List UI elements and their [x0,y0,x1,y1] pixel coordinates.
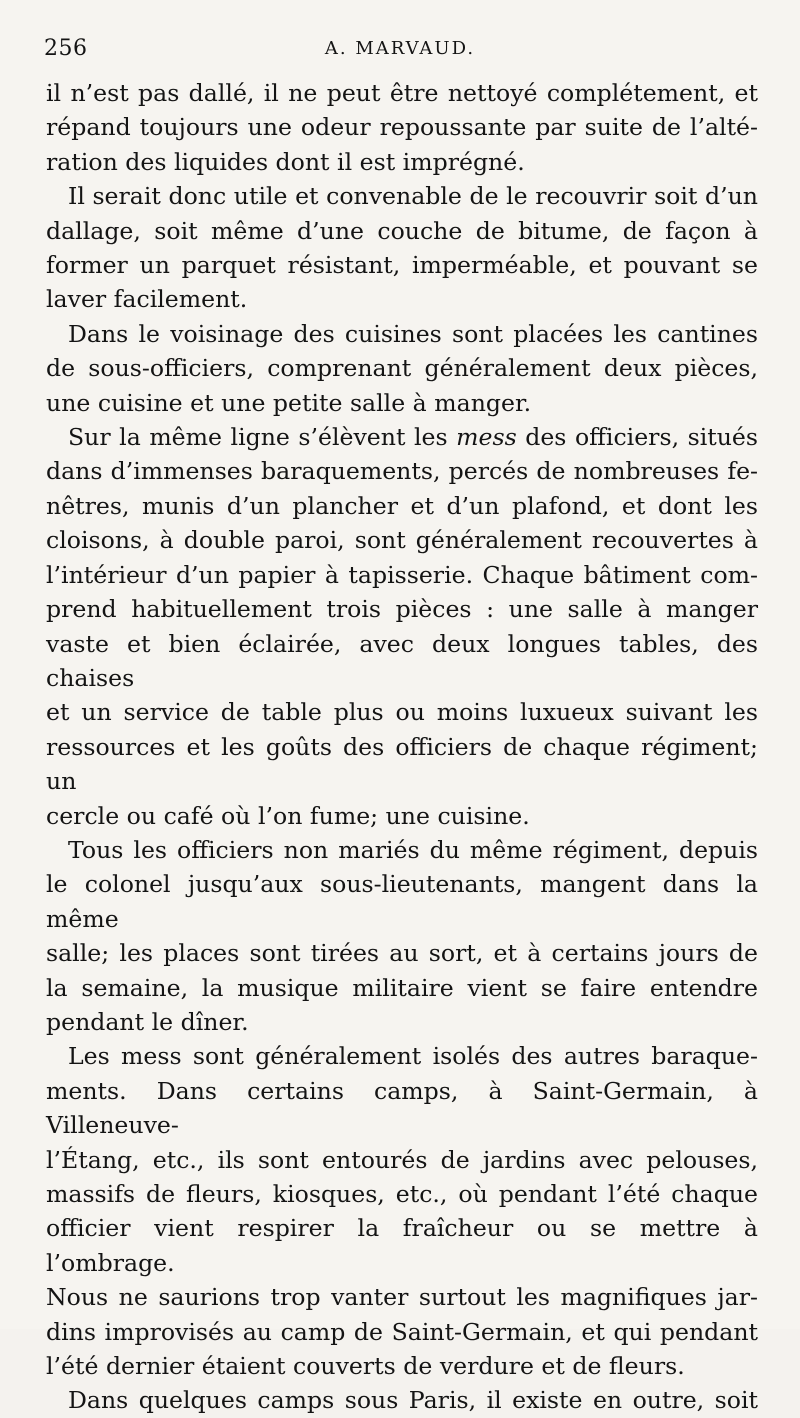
paragraph-7 [46,1383,758,1417]
text-line: l’Étang, etc., ils sont entourés de jardins avec pelouses, [46,1145,758,1174]
paragraph-4 [46,420,758,833]
text-segment: des officiers, situés [516,423,758,452]
italic-word: mess [456,423,517,452]
text-line: prend habituellement trois pièces : une salle à manger [46,595,758,624]
text-line: Dans quelques camps sous Paris, il existe en outre, soit [68,1386,758,1415]
text-segment: Sur la même ligne s’élèvent les [68,423,457,452]
text-line: laver facilement. [46,285,248,314]
text-line: dins improvisés au camp de Saint-Germain, et qui pendant [46,1317,758,1346]
paragraph-5 [46,833,758,1039]
text-line: pendant le dîner. [46,1007,249,1036]
text-line: Dans le voisinage des cuisines sont placées les cantines [68,319,758,348]
text-line: salle; les places sont tirées au sort, et à certains jours de [46,939,758,968]
text-line: cercle ou café où l’on fume; une cuisine. [46,801,530,830]
text-line: Nous ne saurions trop vanter surtout les magnifiques jar- [46,1283,758,1312]
text-line: former un parquet résistant, imperméable, et pouvant se [46,251,758,280]
text-line-with-italic [46,420,758,454]
paragraph-6 [46,1039,758,1383]
text-line: Les mess sont généralement isolés des autres baraque- [68,1042,758,1071]
text-line: ressources et les goûts des officiers de chaque régiment; un [46,732,758,796]
text-line: et un service de table plus ou moins luxueux suivant les [46,698,758,727]
text-line: dans d’immenses baraquements, percés de nombreuses fe- [46,457,758,486]
text-line: massifs de fleurs, kiosques, etc., où pendant l’été chaque [46,1180,758,1208]
text-line: Tous les officiers non mariés du même régiment, depuis [68,835,758,864]
text-line: ments. Dans certains camps, à Saint-Germain, à Villeneuve- [46,1076,758,1140]
page-number: 256 [44,36,88,61]
paragraph-3 [46,317,758,420]
text-line: l’été dernier étaient couverts de verdure et de fleurs. [46,1352,685,1381]
text-line: dallage, soit même d’une couche de bitume, de façon à [46,216,758,245]
text-line: la semaine, la musique militaire vient se faire entendre [46,973,758,1002]
text-line: le colonel jusqu’aux sous-lieutenants, mangent dans la même [46,870,758,933]
page-body [46,76,758,1418]
text-line: officier vient respirer la fraîcheur ou se mettre à l’ombrage. [46,1214,758,1277]
text-line: cloisons, à double paroi, sont généralement recouvertes à [46,526,758,555]
page-header [44,36,756,68]
text-line: Il serait donc utile et convenable de le recouvrir soit d’un [68,182,758,211]
paragraph-1 [46,76,758,179]
text-line: il n’est pas dallé, il ne peut être nettoyé complétement, et [46,79,758,107]
running-head: A. MARVAUD. [324,38,476,59]
text-line: répand toujours une odeur repoussante par suite de l’alté- [46,113,758,142]
text-line: une cuisine et une petite salle à manger. [46,388,532,417]
text-line: vaste et bien éclairée, avec deux longues tables, des chaises [46,629,758,692]
text-line: nêtres, munis d’un plancher et d’un plafond, et dont les [46,491,758,520]
text-line: ration des liquides dont il est imprégné. [46,147,525,176]
text-line: l’intérieur d’un papier à tapisserie. Chaque bâtiment com- [46,560,758,589]
paragraph-2 [46,179,758,317]
text-line: de sous-officiers, comprenant généralement deux pièces, [46,354,758,383]
